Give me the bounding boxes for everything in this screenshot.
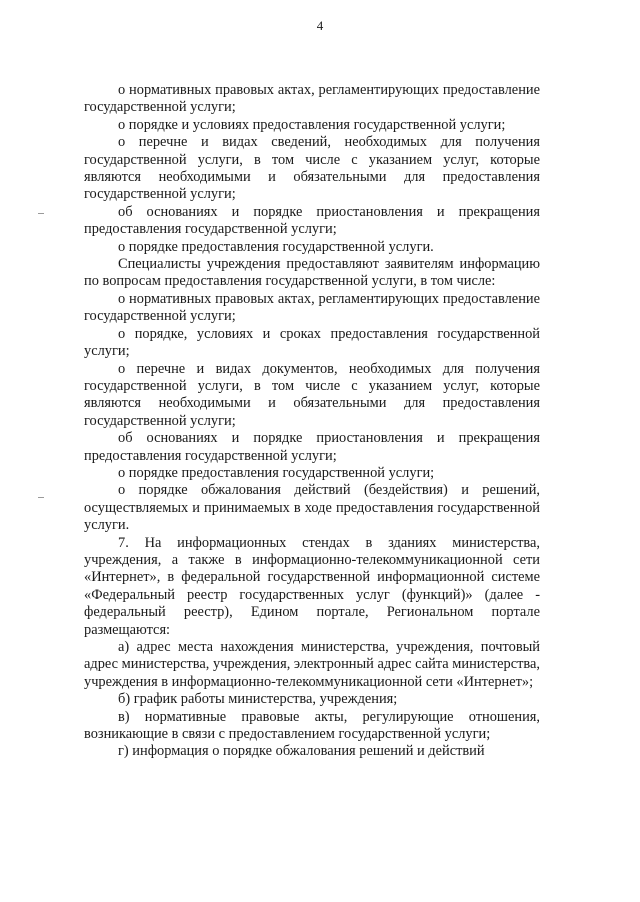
document-body [84, 82, 540, 761]
margin-mark [38, 213, 44, 214]
paragraph: 7. На информационных стендах в зданиях министерства, учреждения, а также в информационно-телекоммуникационной сети «Интернет», в федеральной государственной информационной системе «Федеральный реестр государственных услуг (функций)» (далее - федеральный реестр), Едином портале, Региональном портале размещаются: [84, 534, 540, 638]
paragraph: Специалисты учреждения предоставляют заявителям информацию по вопросам предоставления государственной услуги, в том числе: [84, 256, 540, 290]
paragraph: о порядке, условиях и сроках предоставления государственной услуги; [84, 325, 540, 360]
page-number: 4 [316, 18, 324, 33]
paragraph: о нормативных правовых актах, регламентирующих предоставление государственной услуги; [84, 82, 540, 116]
paragraph: о нормативных правовых актах, регламентирующих предоставление государственной услуги; [84, 290, 540, 325]
paragraph: б) график работы министерства, учреждения; [118, 691, 398, 708]
paragraph: об основаниях и порядке приостановления и прекращения предоставления государственной услуги; [84, 203, 540, 238]
paragraph: о порядке обжалования действий (бездействия) и решений, осуществляемых и принимаемых в ходе предоставления государственной услуги. [84, 482, 540, 534]
paragraph: о порядке и условиях предоставления государственной услуги; [118, 116, 506, 133]
paragraph: о порядке предоставления государственной услуги; [118, 464, 435, 481]
paragraph: в) нормативные правовые акты, регулирующие отношения, возникающие в связи с предоставлением государственной услуги; [84, 708, 540, 743]
paragraph: о перечне и видах документов, необходимых для получения государственной услуги, в том числе с указанием услуг, которые являются необходимыми и обязательными для предоставления государственной услуги; [84, 360, 540, 429]
paragraph: о порядке предоставления государственной услуги. [118, 238, 434, 255]
margin-mark [38, 497, 44, 498]
paragraph: г) информация о порядке обжалования решений и действий [118, 743, 485, 760]
paragraph: об основаниях и порядке приостановления и прекращения предоставления государственной услуги; [84, 430, 540, 464]
paragraph: о перечне и видах сведений, необходимых для получения государственной услуги, в том числе с указанием услуг, которые являются необходимыми и обязательными для предоставления государственной услуги; [84, 134, 540, 203]
paragraph: а) адрес места нахождения министерства, учреждения, почтовый адрес министерства, учреждения, электронный адрес сайта министерства, учреждения в информационно-телекоммуникационной сети «Интернет»; [84, 639, 540, 690]
